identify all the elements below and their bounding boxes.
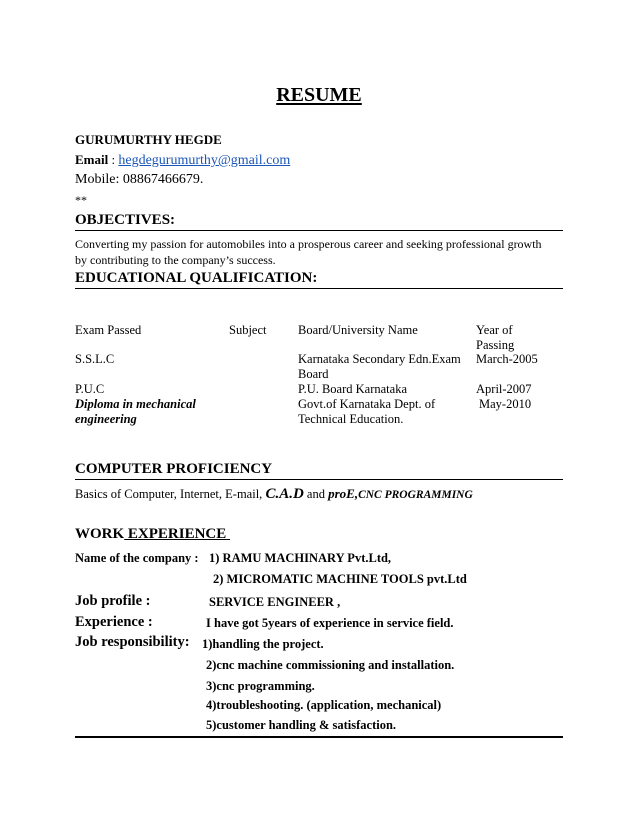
company-label: Name of the company : <box>75 551 199 565</box>
header-subject: Subject <box>229 323 267 337</box>
email-label: Email <box>75 152 109 167</box>
email-separator: : <box>108 152 119 167</box>
row-sslc-exam: S.S.L.C <box>75 352 115 366</box>
row-diploma-exam-2: engineering <box>75 412 137 426</box>
work-heading <box>75 526 230 543</box>
job-profile-value: SERVICE ENGINEER , <box>209 595 341 609</box>
computer-proe: proE, <box>328 486 359 501</box>
work-heading-a: WORK <box>75 526 125 542</box>
computer-prefix: Basics of Computer, Internet, E-mail, <box>75 487 266 501</box>
resume-title-text: RESUME <box>276 84 362 106</box>
objectives-rule <box>75 230 563 231</box>
responsibility-4: 4)troubleshooting. (application, mechanical) <box>206 698 442 712</box>
job-profile-label: Job profile : <box>75 593 151 609</box>
objectives-line-1: Converting my passion for automobiles into a prosperous career and seeking professional growth <box>75 237 542 251</box>
candidate-name: GURUMURTHY HEGDE <box>75 132 222 147</box>
header-year-1: Year of <box>476 323 513 337</box>
mobile-number: Mobile: 08867466679. <box>75 172 204 187</box>
computer-and: and <box>303 487 329 501</box>
header-exam-passed: Exam Passed <box>75 323 142 337</box>
experience-label: Experience : <box>75 614 153 630</box>
computer-cnc: CNC PROGRAMMING <box>358 489 473 501</box>
work-heading-b: EXPERIENCE <box>124 526 227 542</box>
computer-rule <box>75 479 563 480</box>
responsibility-5: 5)customer handling & satisfaction. <box>206 718 397 732</box>
objectives-heading: OBJECTIVES: <box>75 212 176 228</box>
email-row <box>75 153 290 169</box>
work-heading-trailing <box>226 526 230 542</box>
computer-skills <box>75 486 473 503</box>
asterisks: ** <box>75 193 87 207</box>
email-link[interactable]: hegdegurumurthy@gmail.com <box>118 153 291 168</box>
row-puc-year: April-2007 <box>476 382 532 396</box>
responsibility-3: 3)cnc programming. <box>206 679 315 693</box>
row-sslc-year: March-2005 <box>476 352 538 366</box>
responsibility-label: Job responsibility: <box>75 634 190 650</box>
company-1: 1) RAMU MACHINARY Pvt.Ltd, <box>209 551 392 565</box>
header-year-2: Passing <box>476 338 515 352</box>
experience-value: I have got 5years of experience in service field. <box>206 616 454 630</box>
row-diploma-board-2: Technical Education. <box>298 412 404 426</box>
row-puc-exam: P.U.C <box>75 382 105 396</box>
row-sslc-board-1: Karnataka Secondary Edn.Exam <box>298 352 461 366</box>
education-rule <box>75 288 563 289</box>
objectives-text <box>75 236 565 268</box>
company-2: 2) MICROMATIC MACHINE TOOLS pvt.Ltd <box>213 572 467 586</box>
row-diploma-exam-1: Diploma in mechanical <box>75 397 196 411</box>
education-heading: EDUCATIONAL QUALIFICATION: <box>75 270 318 286</box>
row-diploma-year: May-2010 <box>479 397 532 411</box>
resume-title <box>0 84 638 107</box>
responsibility-2: 2)cnc machine commissioning and installation. <box>206 658 455 672</box>
bottom-rule <box>75 736 563 738</box>
responsibility-1: 1)handling the project. <box>202 637 324 651</box>
computer-heading: COMPUTER PROFICIENCY <box>75 461 273 477</box>
computer-cad: C.A.D <box>265 486 304 502</box>
row-puc-board: P.U. Board Karnataka <box>298 382 407 396</box>
objectives-line-2: by contributing to the company’s success. <box>75 253 276 267</box>
row-sslc-board-2: Board <box>298 367 329 381</box>
row-diploma-board-1: Govt.of Karnataka Dept. of <box>298 397 436 411</box>
header-board: Board/University Name <box>298 323 418 337</box>
